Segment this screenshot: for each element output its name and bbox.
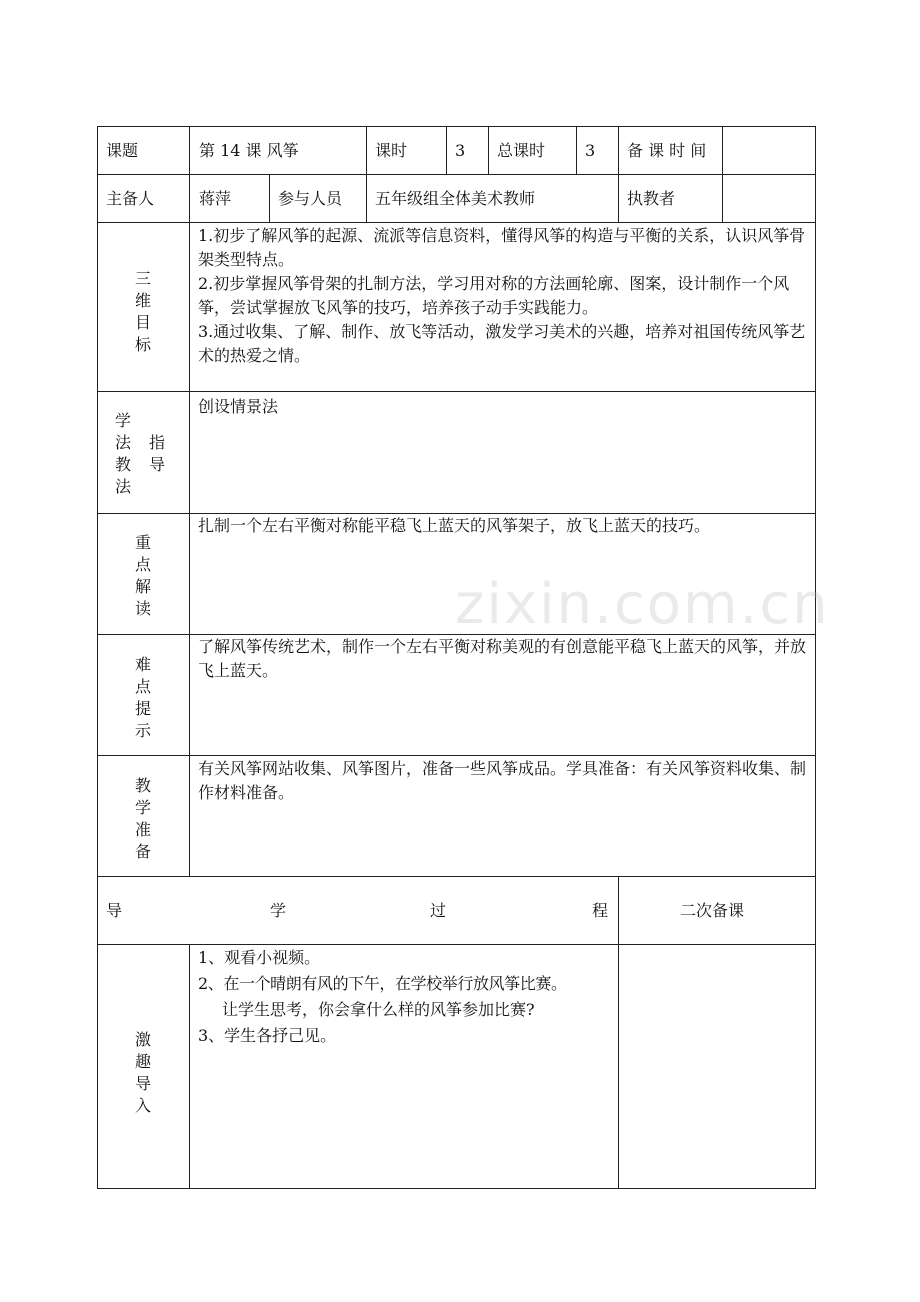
- process-heading-char-2: 学: [270, 901, 287, 920]
- process-heading-cell: [97, 876, 619, 945]
- key-points-text: 扎制一个左右平衡对称能平稳飞上蓝天的风筝架子，放飞上蓝天的技巧。: [198, 516, 711, 535]
- lead-preparer-label: 主备人: [106, 189, 155, 208]
- hours-value: 3: [455, 141, 466, 160]
- intro-item-2: 2、在一个晴朗有风的下午，在学校举行放风筝比赛。: [198, 974, 567, 993]
- methods-label-left: 学 法 教 法: [114, 411, 131, 496]
- subject-value: 第 14 课 风筝: [199, 141, 299, 160]
- difficulties-label: 难 点 提 示: [134, 655, 151, 740]
- prep-time-value-cell: [722, 126, 816, 175]
- participants-value: 五年级组全体美术教师: [375, 189, 536, 208]
- objectives-text: 1.初步了解风筝的起源、流派等信息资料，懂得风筝的构造与平衡的关系，认识风筝骨架类型特点。 2.初步掌握风筝骨架的扎制方法，学习用对称的方法画轮廓、图案，设计制作一个风筝，尝试掌握放飞风筝的技巧，培养孩子动手实践能力。 3.通过收集、了解、制作、放飞等活动，激发学习美术的兴趣，培养对祖国传统风筝艺术的热爱之情。: [198, 226, 806, 365]
- prep-time-label: 备 课 时 间: [627, 141, 707, 160]
- difficulties-text: 了解风筝传统艺术，制作一个左右平衡对称美观的有创意能平稳飞上蓝天的风筝，并放飞上蓝天。: [198, 637, 807, 680]
- participants-label: 参与人员: [278, 189, 343, 208]
- intro-label: 激 趣 导 入: [134, 1030, 151, 1115]
- second-prep-label: 二次备课: [680, 901, 745, 920]
- total-hours-value: 3: [585, 141, 596, 160]
- lead-preparer-value: 蒋萍: [199, 189, 232, 208]
- teacher-value-cell: [722, 174, 816, 223]
- methods-label-right: 指 导: [148, 433, 165, 474]
- preparation-text: 有关风筝网站收集、风筝图片，准备一些风筝成品。学具准备：有关风筝资料收集、制作材料准备。: [198, 759, 807, 802]
- watermark: zixin.com.cn: [455, 572, 830, 637]
- process-heading-char-4: 程: [592, 901, 609, 920]
- process-heading-char-3: 过: [430, 901, 447, 920]
- subject-label: 课题: [106, 141, 139, 160]
- total-hours-value-cell: [576, 126, 619, 175]
- key-points-label: 重 点 解 读: [134, 533, 151, 618]
- objectives-label: 三 维 目 标: [134, 269, 151, 354]
- intro-item-3: 让学生思考，你会拿什么样的风筝参加比赛?: [222, 1000, 535, 1019]
- teacher-label: 执教者: [627, 189, 676, 208]
- intro-item-1: 1、观看小视频。: [198, 948, 321, 967]
- preparation-label: 教 学 准 备: [134, 776, 151, 861]
- hours-value-cell: [446, 126, 489, 175]
- intro-second-prep-cell: [618, 944, 816, 1189]
- total-hours-label: 总课时: [497, 141, 546, 160]
- intro-item-4: 3、学生各抒己见。: [198, 1026, 337, 1045]
- methods-text: 创设情景法: [198, 397, 279, 416]
- hours-label: 课时: [375, 141, 408, 160]
- process-heading-char-1: 导: [106, 901, 123, 920]
